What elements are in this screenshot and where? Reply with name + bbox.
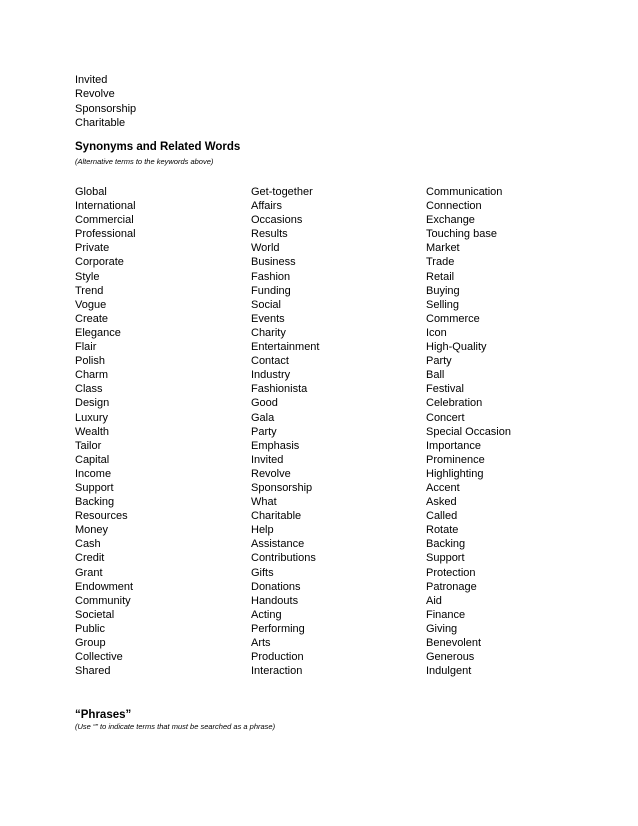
list-item: Fashionista xyxy=(251,383,308,396)
list-item: Backing xyxy=(75,496,115,509)
list-item: Party xyxy=(426,355,452,368)
list-item: Arts xyxy=(251,637,271,649)
list-item: Collective xyxy=(75,651,123,664)
list-item: Business xyxy=(251,256,296,269)
list-item: Sponsorship xyxy=(75,102,137,115)
list-item: Finance xyxy=(426,608,466,621)
synonyms-note: (Alternative terms to the keywords above) xyxy=(75,157,214,166)
list-item: Benevolent xyxy=(426,637,482,649)
list-item: Charitable xyxy=(251,510,302,523)
synonyms-column-1 xyxy=(75,185,136,678)
list-item: Flair xyxy=(75,341,97,354)
list-item: Communication xyxy=(426,186,503,198)
list-item: Retail xyxy=(426,270,455,283)
list-item: Gifts xyxy=(251,566,274,579)
list-item: Design xyxy=(75,397,110,410)
list-item: Highlighting xyxy=(426,467,484,480)
list-item: Social xyxy=(251,298,281,311)
list-item: Contributions xyxy=(251,552,316,565)
list-item: Invited xyxy=(75,74,108,86)
list-item: Charitable xyxy=(75,117,126,130)
list-item: Sponsorship xyxy=(251,481,313,494)
list-item: Contact xyxy=(251,355,289,368)
synonyms-column-2 xyxy=(251,185,319,678)
list-item: Exchange xyxy=(426,214,475,227)
list-item: Luxury xyxy=(75,411,109,424)
list-item: Support xyxy=(426,552,465,565)
list-item: Charm xyxy=(75,369,109,382)
list-item: Indulgent xyxy=(426,665,472,678)
list-item: Gala xyxy=(251,411,275,424)
list-item: Icon xyxy=(426,326,447,339)
phrases-heading: “Phrases” xyxy=(75,709,132,721)
list-item: Shared xyxy=(75,665,111,678)
list-item: Support xyxy=(75,481,114,494)
list-item: Commerce xyxy=(426,312,480,325)
list-item: Ball xyxy=(426,369,445,382)
list-item: Handouts xyxy=(251,594,299,607)
list-item: Public xyxy=(75,622,105,635)
list-item: Invited xyxy=(251,453,284,466)
list-item: Donations xyxy=(251,580,301,593)
list-item: Affairs xyxy=(251,200,282,213)
list-item: Help xyxy=(251,524,274,537)
list-item: Selling xyxy=(426,298,460,311)
list-item: Revolve xyxy=(251,467,291,480)
list-item: Touching base xyxy=(426,228,497,241)
phrases-note: (Use “” to indicate terms that must be searched as a phrase) xyxy=(75,722,276,731)
list-item: Income xyxy=(75,467,112,480)
list-item: Grant xyxy=(75,566,103,579)
list-item: Generous xyxy=(426,651,475,664)
list-item: Trend xyxy=(75,284,104,297)
list-item: Connection xyxy=(426,200,482,213)
intro-word-list xyxy=(75,73,136,131)
list-item: Fashion xyxy=(251,270,291,283)
list-item: Prominence xyxy=(426,453,485,466)
list-item: Concert xyxy=(426,411,465,424)
list-item: Industry xyxy=(251,369,291,382)
list-item: Revolve xyxy=(75,88,115,101)
list-item: Global xyxy=(75,186,107,198)
list-item: Emphasis xyxy=(251,439,300,452)
list-item: Accent xyxy=(426,481,460,494)
list-item: Money xyxy=(75,524,109,537)
list-item: World xyxy=(251,242,280,255)
list-item: Production xyxy=(251,651,304,664)
list-item: Community xyxy=(75,594,131,607)
list-item: Vogue xyxy=(75,298,107,311)
list-item: Endowment xyxy=(75,580,134,593)
list-item: Interaction xyxy=(251,665,303,678)
list-item: Events xyxy=(251,312,285,325)
list-item: Backing xyxy=(426,538,466,551)
list-item: International xyxy=(75,200,136,213)
list-item: Group xyxy=(75,637,106,649)
list-item: Results xyxy=(251,228,288,241)
list-item: High-Quality xyxy=(426,341,487,354)
synonyms-column-3 xyxy=(426,185,511,678)
list-item: Festival xyxy=(426,383,464,396)
list-item: Get-together xyxy=(251,186,313,198)
list-item: Elegance xyxy=(75,326,121,339)
list-item: Corporate xyxy=(75,256,124,269)
list-item: Market xyxy=(426,242,460,255)
list-item: Entertainment xyxy=(251,341,320,354)
list-item: Resources xyxy=(75,510,128,523)
list-item: Style xyxy=(75,270,100,283)
list-item: Importance xyxy=(426,439,482,452)
list-item: Private xyxy=(75,242,110,255)
list-item: Wealth xyxy=(75,425,110,438)
list-item: Societal xyxy=(75,608,115,621)
list-item: Cash xyxy=(75,538,101,551)
list-item: Tailor xyxy=(75,439,102,452)
list-item: Polish xyxy=(75,355,105,368)
list-item: Rotate xyxy=(426,524,459,537)
list-item: Celebration xyxy=(426,397,483,410)
list-item: Commercial xyxy=(75,214,134,227)
list-item: Asked xyxy=(426,496,457,509)
list-item: Protection xyxy=(426,566,476,579)
list-item: Create xyxy=(75,312,109,325)
list-item: Professional xyxy=(75,228,136,241)
list-item: Assistance xyxy=(251,538,305,551)
list-item: Buying xyxy=(426,284,460,297)
list-item: Special Occasion xyxy=(426,425,511,438)
list-item: Acting xyxy=(251,608,282,621)
list-item: Occasions xyxy=(251,214,303,227)
list-item: Class xyxy=(75,383,103,396)
list-item: Performing xyxy=(251,622,305,635)
list-item: Funding xyxy=(251,284,291,297)
list-item: Party xyxy=(251,425,277,438)
list-item: Capital xyxy=(75,453,110,466)
list-item: Good xyxy=(251,397,278,410)
list-item: Trade xyxy=(426,256,455,269)
list-item: Giving xyxy=(426,622,458,635)
list-item: Charity xyxy=(251,326,286,339)
list-item: Credit xyxy=(75,552,105,565)
list-item: Called xyxy=(426,510,458,523)
list-item: Aid xyxy=(426,594,442,607)
list-item: Patronage xyxy=(426,580,477,593)
synonyms-heading: Synonyms and Related Words xyxy=(75,141,241,153)
list-item: What xyxy=(251,496,277,509)
